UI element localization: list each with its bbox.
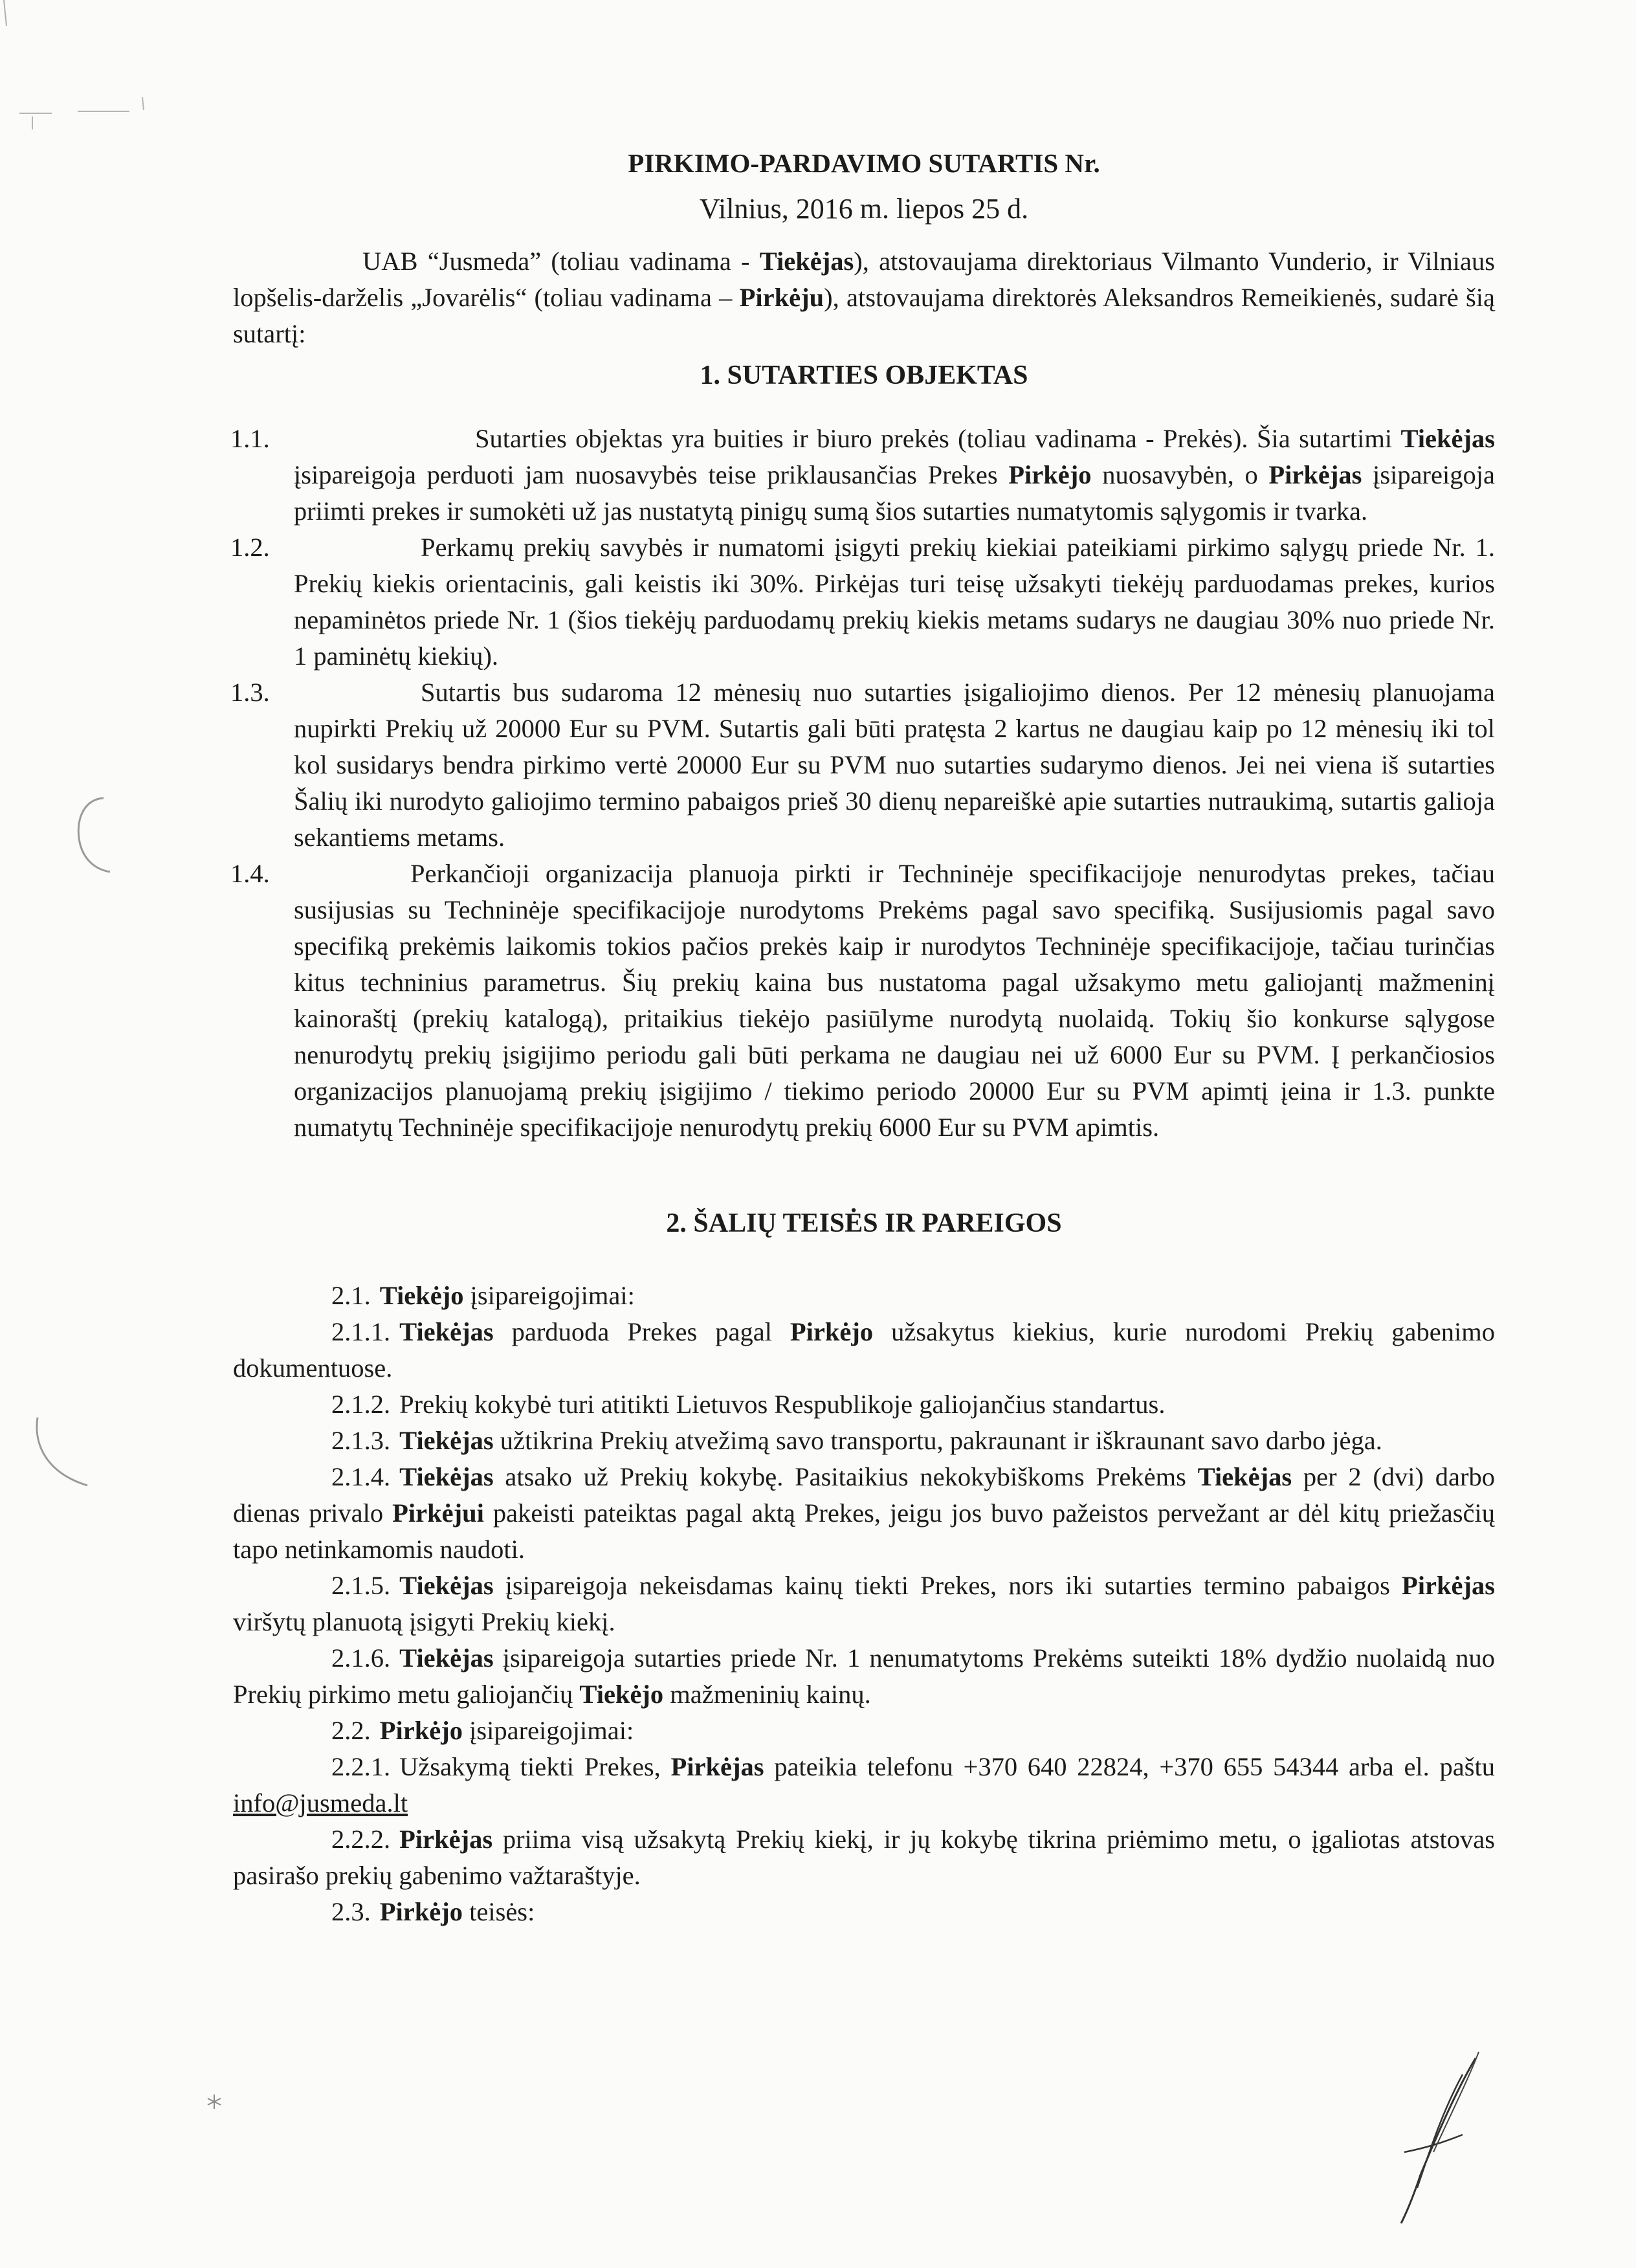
- section-1-title: 1. SUTARTIES OBJEKTAS: [700, 361, 1028, 390]
- intro-paragraph: UAB “Jusmeda” (toliau vadinama - Tiekėjas), atstovaujama direktoriaus Vilmanto Vunderio, ir Vilniaus lopšelis-darželis „Jovarėlis“ (toliau vadinama – Pirkėju), atstovaujama direktorės Aleksandros Remeikienės, sudarė šią sutartį:: [233, 247, 1495, 348]
- clause-2-1-3: 2.1.3. Tiekėjas užtikrina Prekių atvežimą savo transportu, pakraunant ir iškraunant savo darbo jėga.: [331, 1426, 1382, 1455]
- clause-1-3: 1.3. Sutartis bus sudaroma 12 mėnesių nuo sutarties įsigaliojimo dienos. Per 12 mėnesių planuojama nupirkti Prekių už 20000 Eur su PVM. Sutartis gali būti pratęsta 2 kartus ne daugiau kaip po 12 mėnesių iki tol kol susidarys bendra pirkimo vertė 20000 Eur su PVM nuo sutarties sudarymo dienos. Jei nei viena iš sutarties Šalių iki nurodyto galiojimo termino pabaigos prieš 30 dienų nepareiškė apie sutarties nutraukimą, sutartis galioja sekantiems metams.: [230, 678, 1495, 852]
- clause-1-4: 1.4. Perkančioji organizacija planuoja pirkti ir Techninėje specifikacijoje nenurodytas prekes, tačiau susijusias su Techninėje specifikacijoje nurodytoms Prekėms pagal savo specifiką. Susijusiomis pagal savo specifiką prekėmis laikomis tokios pačios prekės kaip ir nurodytos Techninėje specifikacijoje, tačiau turinčias kitus techninius parametrus. Šių prekių kaina bus nustatoma pagal užsakymo metu galiojantį mažmeninį kainoraštį (prekių katalogą), pritaikius tiekėjo pasiūlyme nurodytą nuolaidą. Tokių šio konkurse sąlygose nenurodytų prekių įsigijimo periodu gali būti perkama ne daugiau nei už 6000 Eur su PVM. Į perkančiosios organizacijos planuojamą prekių įsigijimo / tiekimo periodo 20000 Eur su PVM apimtį įeina ir 1.3. punkte numatytų Techninėje specifikacijoje nenurodytų prekių 6000 Eur su PVM apimtis.: [230, 859, 1495, 1142]
- clause-2-1-5: 2.1.5. Tiekėjas įsipareigoja nekeisdamas kainų tiekti Prekes, nors iki sutarties termino pabaigos Pirkėjas viršytų planuotą įsigyti Prekių kiekį.: [233, 1571, 1495, 1636]
- clause-2-1-6: 2.1.6. Tiekėjas įsipareigoja sutarties priede Nr. 1 nenumatytoms Prekėms suteikti 18% dydžio nuolaidą nuo Prekių pirkimo metu galiojančių Tiekėjo mažmeninių kainų.: [233, 1643, 1495, 1709]
- clause-2-1-2: 2.1.2. Prekių kokybė turi atitikti Lietuvos Respublikoje galiojančius standartus.: [331, 1390, 1166, 1419]
- email-link[interactable]: info@jusmeda.lt: [233, 1788, 408, 1818]
- section-2-title: 2. ŠALIŲ TEISĖS IR PAREIGOS: [666, 1208, 1062, 1238]
- document-title: PIRKIMO-PARDAVIMO SUTARTIS Nr.: [628, 148, 1100, 178]
- scan-mark-icon: [0, 0, 168, 142]
- punch-hole-mark-icon: [26, 1411, 97, 1495]
- clause-1-1: 1.1. Sutarties objektas yra buities ir biuro prekės (toliau vadinama - Prekės). Šia sutartimi Tiekėjas įsipareigoja perduoti jam nuosavybės teise priklausančias Prekes Pirkėjo nuosavybėn, o Pirkėjas įsipareigoja priimti prekes ir sumokėti už jas nustatytą pinigų sumą šios sutarties numatytomis sąlygomis ir tvarka.: [230, 424, 1495, 526]
- clause-2-2: 2.2. Pirkėjo įsipareigojimai:: [331, 1716, 634, 1745]
- signature-icon: [1365, 2039, 1495, 2233]
- clause-1-2: 1.2. Perkamų prekių savybės ir numatomi įsigyti prekių kiekiai pateikiami pirkimo sąlygų priede Nr. 1. Prekių kiekis orientacinis, gali keistis iki 30%. Pirkėjas turi teisę užsakyti tiekėjų parduodamas prekes, kurios nepaminėtos priede Nr. 1 (šios tiekėjų parduodamų prekių kiekis metams sudarys ne daugiau 30% nuo priede Nr. 1 paminėtų kiekių).: [230, 533, 1495, 671]
- clause-2-2-1: 2.2.1. Užsakymą tiekti Prekes, Pirkėjas pateikia telefonu +370 640 22824, +370 655 54344 arba el. paštu info@jusmeda.lt: [233, 1752, 1495, 1818]
- clause-2-1-4: 2.1.4. Tiekėjas atsako už Prekių kokybę. Pasitaikius nekokybiškoms Prekėms Tiekėjas per 2 (dvi) darbo dienas privalo Pirkėjui pakeisti pateiktas pagal aktą Prekes, jeigu jos buvo pažeistos pervežant ar dėl kitų priežasčių tapo netinkamomis naudoti.: [233, 1462, 1496, 1564]
- clause-2-1-1: 2.1.1. Tiekėjas parduoda Prekes pagal Pirkėjo užsakytus kiekius, kurie nurodomi Prekių gabenimo dokumentuose.: [233, 1317, 1495, 1383]
- clause-2-1: 2.1. Tiekėjo įsipareigojimai:: [331, 1281, 635, 1310]
- contract-page: [230, 129, 1496, 1930]
- punch-hole-mark-icon: [65, 793, 116, 877]
- clause-2-2-2: 2.2.2. Pirkėjas priima visą užsakytą Prekių kiekį, ir jų kokybę tikrina priėmimo metu, o įgaliotas atstovas pasirašo prekių gabenimo važtaraštyje.: [233, 1825, 1495, 1890]
- document-date: Vilnius, 2016 m. liepos 25 d.: [699, 193, 1029, 225]
- stray-asterisk-icon: [204, 2092, 224, 2111]
- clause-2-3: 2.3. Pirkėjo teisės:: [331, 1897, 535, 1926]
